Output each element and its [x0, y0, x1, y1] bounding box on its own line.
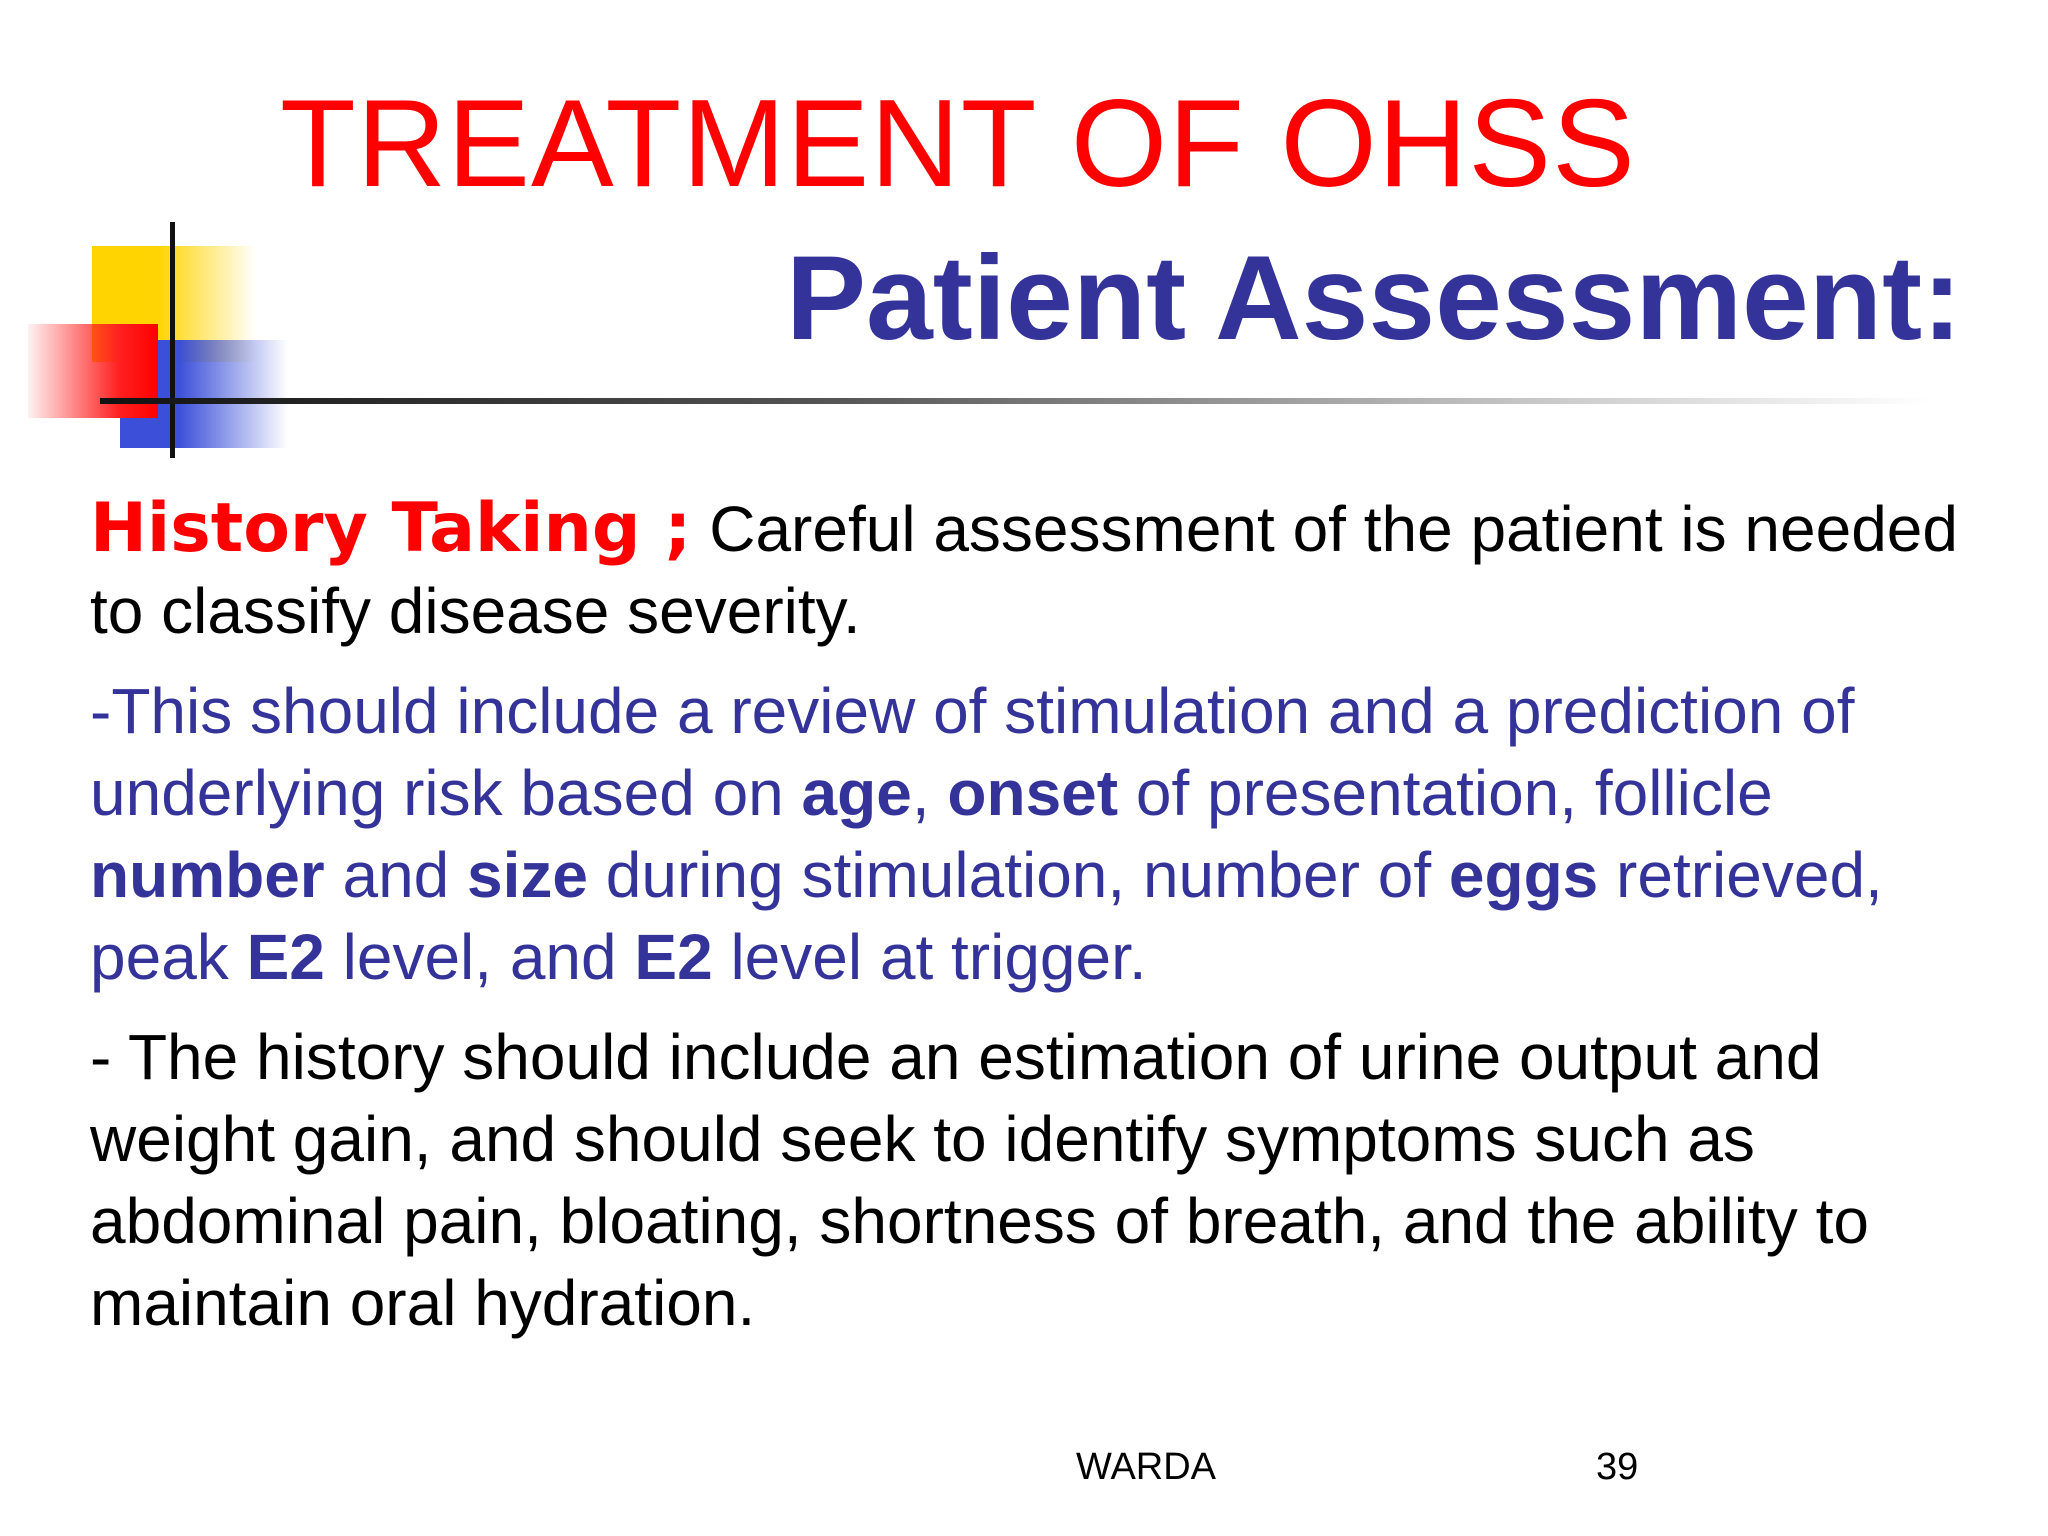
bold-term-onset: onset: [947, 757, 1119, 829]
slide-body: [90, 488, 2010, 1344]
risk-text: ,: [911, 757, 948, 829]
risk-text: retrieved, peak: [90, 839, 1883, 993]
bold-term-size: size: [467, 839, 588, 911]
bold-term-e2-peak: E2: [246, 921, 325, 993]
title-divider-line: [100, 398, 1930, 404]
risk-text: and: [324, 839, 468, 911]
slide-page-number: 39: [1596, 1446, 1639, 1488]
risk-text: -This should include a review of stimulation and a prediction of underlying risk based on: [90, 675, 1855, 829]
paragraph-risk-review: [90, 670, 2010, 998]
risk-text: during stimulation, number of: [588, 839, 1449, 911]
bold-term-age: age: [801, 757, 912, 829]
risk-text: level at trigger.: [712, 921, 1147, 993]
risk-text: level, and: [324, 921, 635, 993]
bold-term-number: number: [90, 839, 325, 911]
bold-term-e2-trigger: E2: [634, 921, 713, 993]
decorative-vertical-line: [170, 222, 175, 458]
paragraph-history-taking: [90, 488, 2010, 652]
history-taking-text: Careful assessment of the patient is needed to classify disease severity.: [90, 493, 1958, 647]
risk-text: of presentation, follicle: [1118, 757, 1773, 829]
footer-author: WARDA: [1076, 1446, 1217, 1488]
history-taking-heading: History Taking ;: [90, 489, 692, 568]
paragraph-history-symptoms: - The history should include an estimation of urine output and weight gain, and should seek to identify symptoms such as abdominal pain, bloating, shortness of breath, and the ability to maintain oral hydration.: [90, 1021, 1869, 1339]
slide-subtitle: Patient Assessment:: [786, 231, 1962, 365]
slide-title: TREATMENT OF OHSS: [280, 75, 1636, 213]
bold-term-eggs: eggs: [1448, 839, 1599, 911]
